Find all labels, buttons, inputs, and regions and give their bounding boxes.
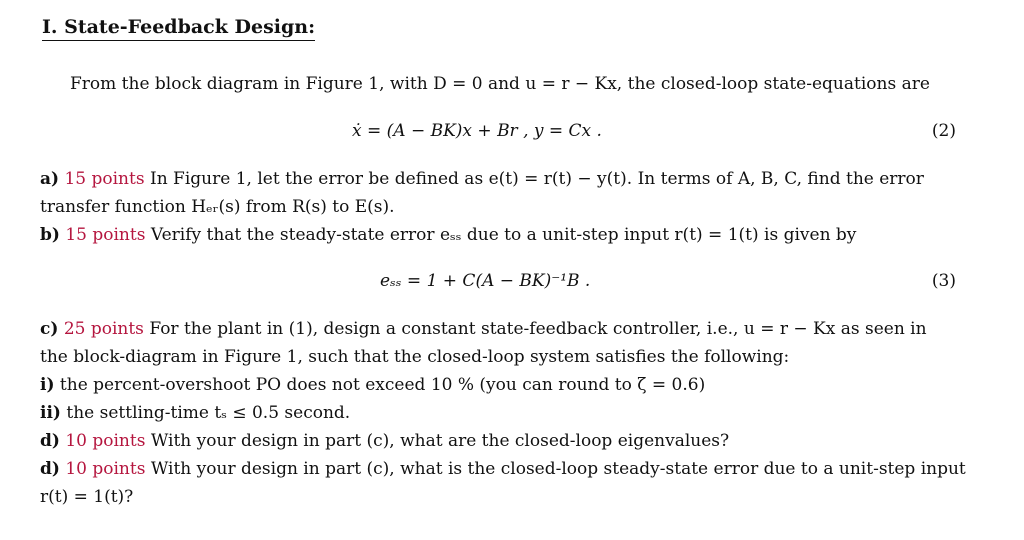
equation-3: eₛₛ = 1 + C(A − BK)⁻¹B . [380, 271, 591, 291]
part-d2-line-1 [40, 458, 966, 480]
item-i-label: i) [40, 375, 55, 395]
part-b-label: b) [40, 225, 60, 245]
part-c-item-ii [40, 402, 350, 424]
equation-2-number: (2) [931, 121, 956, 141]
part-a-line-2: transfer function Hₑᵣ(s) from R(s) to E(s). [40, 197, 395, 217]
part-a-points: 15 points [64, 169, 145, 189]
item-i-text: the percent-overshoot PO does not exceed 10 % (you can round to ζ = 0.6) [59, 375, 706, 395]
part-c-line-2: the block-diagram in Figure 1, such that the closed-loop system satisfies the following: [40, 347, 790, 367]
part-d1-text-1: With your design in part (c), what are the closed-loop eigenvalues? [150, 431, 730, 451]
part-d2-line-2: r(t) = 1(t)? [40, 487, 134, 507]
equation-2: ẋ = (A − BK)x + Br , y = Cx . [352, 121, 602, 141]
part-d2-text-1: With your design in part (c), what is the closed-loop steady-state error due to a unit-step input [150, 459, 966, 479]
part-c-line-1 [40, 318, 927, 340]
part-d2-label: d) [40, 459, 60, 479]
part-d1-line-1 [40, 430, 729, 452]
item-ii-label: ii) [40, 403, 61, 423]
part-b-line-1 [40, 224, 856, 246]
part-a-line-1 [40, 168, 924, 190]
section-heading: I. State-Feedback Design: [42, 14, 315, 41]
part-a-text-1: In Figure 1, let the error be defined as e(t) = r(t) − y(t). In terms of A, B, C, find the error [149, 169, 924, 189]
part-d1-label: d) [40, 431, 60, 451]
part-c-points: 25 points [63, 319, 144, 339]
part-b-points: 15 points [65, 225, 146, 245]
part-c-label: c) [40, 319, 59, 339]
equation-3-number: (3) [931, 271, 956, 291]
part-d1-points: 10 points [65, 431, 146, 451]
intro-paragraph: From the block diagram in Figure 1, with D = 0 and u = r − Kx, the closed-loop state-equations are [70, 74, 930, 94]
item-ii-text: the settling-time tₛ ≤ 0.5 second. [66, 403, 351, 423]
part-b-text-1: Verify that the steady-state error eₛₛ due to a unit-step input r(t) = 1(t) is given by [150, 225, 857, 245]
part-c-item-i [40, 374, 705, 396]
part-a-label: a) [40, 169, 60, 189]
part-c-text-1: For the plant in (1), design a constant state-feedback controller, i.e., u = r − Kx as seen in [149, 319, 927, 339]
part-d2-points: 10 points [65, 459, 146, 479]
